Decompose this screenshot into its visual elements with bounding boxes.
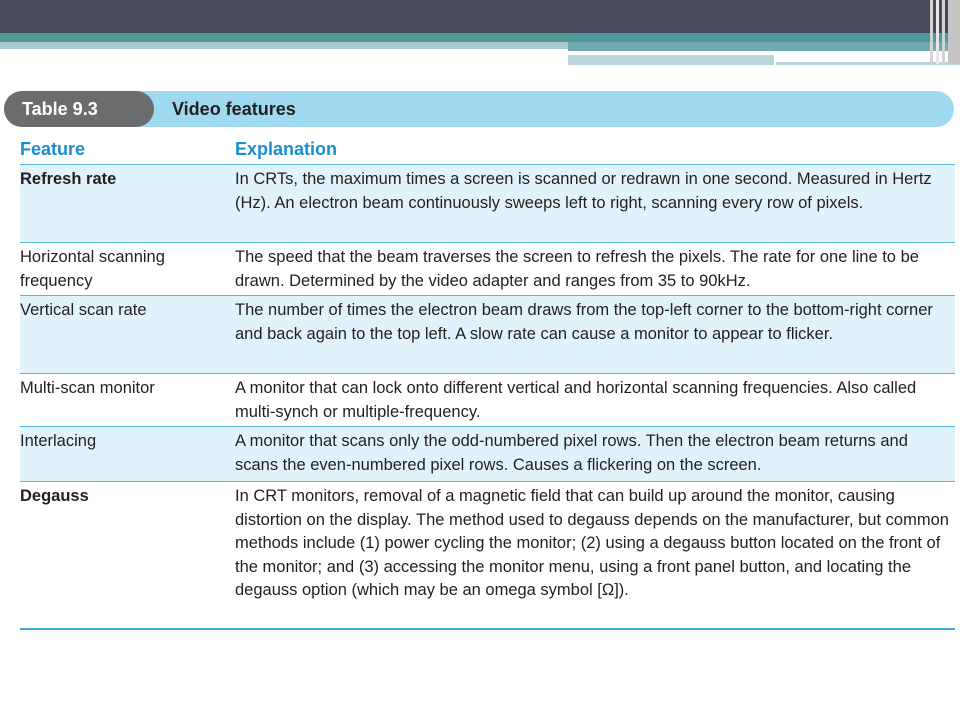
table-row [20,165,955,243]
explanation-cell: A monitor that scans only the odd-numbered pixel rows. Then the electron beam returns and scans the even-numbered pixel rows. Causes a flickering on the screen. [235,432,908,474]
slide-decoration-stripe [948,0,960,64]
column-header-feature: Feature [20,139,86,159]
video-features-table [20,137,955,630]
slide-decoration-bar [568,55,774,65]
table-banner [4,91,954,127]
slide-decoration-stripe [930,0,933,64]
explanation-cell: In CRTs, the maximum times a screen is scanned or redrawn in one second. Measured in Hertz (Hz). An electron beam continuously sweeps left to right, scanning every row of pixels. [235,170,932,212]
slide-decoration-top [0,0,960,33]
table-row [20,374,955,427]
feature-cell: Interlacing [20,432,97,450]
table-title: Video features [172,99,296,119]
feature-cell: Degauss [20,487,89,505]
table-header-row [20,137,955,165]
explanation-cell: The number of times the electron beam draws from the top-left corner to the bottom-right corner and back again to the top left. A slow rate can cause a monitor to appear to flicker. [235,301,933,343]
slide-decoration-bar [0,42,570,49]
slide-decoration-teal-band [0,33,960,42]
feature-cell: Horizontal scanning frequency [20,248,165,290]
explanation-cell: A monitor that can lock onto different vertical and horizontal scanning frequencies. Also called multi-synch or multiple-frequency. [235,379,917,421]
feature-cell: Refresh rate [20,170,117,188]
slide-decoration-stripe [936,0,939,64]
slide-decoration-line [568,51,888,54]
table-row [20,243,955,296]
explanation-cell: In CRT monitors, removal of a magnetic field that can build up around the monitor, causing distortion on the display. The method used to degauss depends on the manufacturer, but common methods include (1) power cycling the monitor; (2) using a degauss button located on the front of the monitor; and (3) accessing the monitor menu, using a front panel button, and locating the degauss option (which may be an omega symbol [Ω]). [235,487,949,599]
feature-cell: Vertical scan rate [20,301,147,319]
slide-decoration-stripe [942,0,945,64]
slide-decoration-bar [568,42,960,51]
column-header-explanation: Explanation [235,139,338,159]
feature-cell: Multi-scan monitor [20,379,155,397]
table-row [20,482,955,630]
table-row [20,427,955,482]
explanation-cell: The speed that the beam traverses the screen to refresh the pixels. The rate for one line to be drawn. Determined by the video adapter and ranges from 35 to 90kHz. [235,248,919,290]
table-row [20,296,955,374]
table-number-label: Table 9.3 [4,91,154,127]
